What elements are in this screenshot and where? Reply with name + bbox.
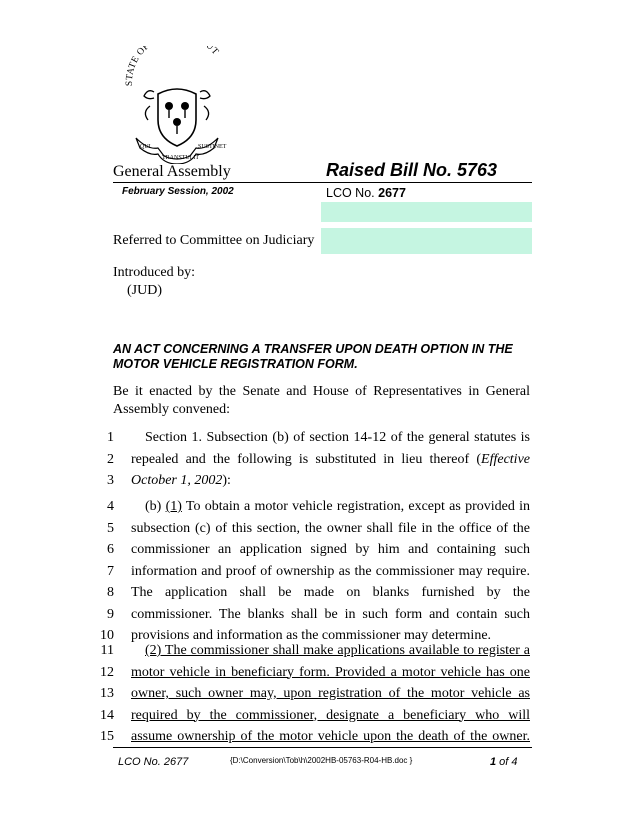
line-number: 7 xyxy=(107,563,114,579)
seal-arc-text: STATE OF UT xyxy=(124,46,221,87)
footer-lco: LCO No. 2677 xyxy=(118,756,189,768)
general-assembly-label: General Assembly xyxy=(113,163,231,180)
committee-referral: Referred to Committee on Judiciary xyxy=(113,233,315,248)
bill-line: subsection (c) of this section, the owner shall file in the office of the xyxy=(131,520,530,536)
lco-label: LCO No. xyxy=(326,186,375,200)
enacting-clause: Be it enacted by the Senate and House of Representatives in General Assembly convened: xyxy=(113,384,530,417)
header-rule xyxy=(113,182,532,183)
line-number: 10 xyxy=(100,628,114,643)
footer-rule xyxy=(113,747,532,748)
footer-file-path: {D:\Conversion\Tob\h\2002HB-05763-R04-HB.doc } xyxy=(230,756,413,765)
bill-line: motor vehicle in beneficiary form. Provided a motor vehicle has one xyxy=(131,664,530,680)
line-number: 11 xyxy=(100,643,114,658)
line-number: 8 xyxy=(107,585,114,600)
bill-paragraph-2 xyxy=(100,496,530,647)
highlight-box-bottom xyxy=(321,228,532,254)
introducer: (JUD) xyxy=(127,283,162,298)
line-number: 2 xyxy=(107,451,114,467)
bill-line: provisions and information as the commissioner may determine. xyxy=(131,628,492,643)
lco-number xyxy=(326,186,406,200)
lco-value: 2677 xyxy=(378,186,406,200)
line-number: 15 xyxy=(100,729,114,744)
line-number: 6 xyxy=(107,542,114,557)
bill-paragraph-3 xyxy=(100,640,530,748)
bill-line: Section 1. Subsection (b) of section 14-12 of the general statutes is xyxy=(145,430,530,445)
highlight-box-top xyxy=(321,202,532,222)
bill-line: commissioner. The blanks shall be in such form and contain such xyxy=(131,606,530,622)
line-number: 12 xyxy=(100,664,114,680)
seal-motto-middle: TRANSTULIT xyxy=(162,155,199,161)
line-number: 1 xyxy=(107,430,114,445)
line-number: 13 xyxy=(100,686,114,701)
bill-line: October 1, 2002): xyxy=(131,473,231,488)
line-number: 9 xyxy=(107,606,114,622)
bill-line: (2) The commissioner shall make applications available to register a xyxy=(145,643,530,658)
bill-line: The application shall be made on blanks furnished by the xyxy=(131,585,530,600)
page-indicator xyxy=(490,756,518,768)
bill-line: commissioner an application signed by him and containing such xyxy=(131,542,530,557)
state-seal xyxy=(118,46,236,164)
bill-line: owner, such owner may, upon registration of the motor vehicle as xyxy=(131,686,530,701)
seal-motto-left: QUI xyxy=(140,144,151,150)
bill-line: information and proof of ownership as the commissioner may require. xyxy=(131,563,530,579)
bill-line: (b) (1) To obtain a motor vehicle registration, except as provided in xyxy=(145,499,531,514)
line-number: 14 xyxy=(100,707,114,723)
bill-line: repealed and the following is substituted in lieu thereof (Effective xyxy=(131,451,530,467)
line-number: 3 xyxy=(107,473,114,488)
seal-graphic xyxy=(118,46,236,164)
bill-line: required by the commissioner, designate a beneficiary who will xyxy=(131,707,530,723)
act-title: AN ACT CONCERNING A TRANSFER UPON DEATH OPTION IN THE MOTOR VEHICLE REGISTRATION FORM. xyxy=(113,342,513,371)
line-number: 4 xyxy=(107,499,114,514)
introduced-by xyxy=(113,264,195,300)
line-number: 5 xyxy=(107,520,114,536)
bill-line: assume ownership of the motor vehicle upon the death of the owner. xyxy=(131,729,530,744)
bill-paragraph-1 xyxy=(100,427,530,492)
introduced-label: Introduced by: xyxy=(113,265,196,280)
page-number: 1 xyxy=(490,756,497,768)
seal-motto-right: SUSTINET xyxy=(198,144,227,150)
bill-title: Raised Bill No. 5763 xyxy=(326,160,498,180)
page-total: of 4 xyxy=(496,756,518,768)
session-label: February Session, 2002 xyxy=(122,186,234,197)
